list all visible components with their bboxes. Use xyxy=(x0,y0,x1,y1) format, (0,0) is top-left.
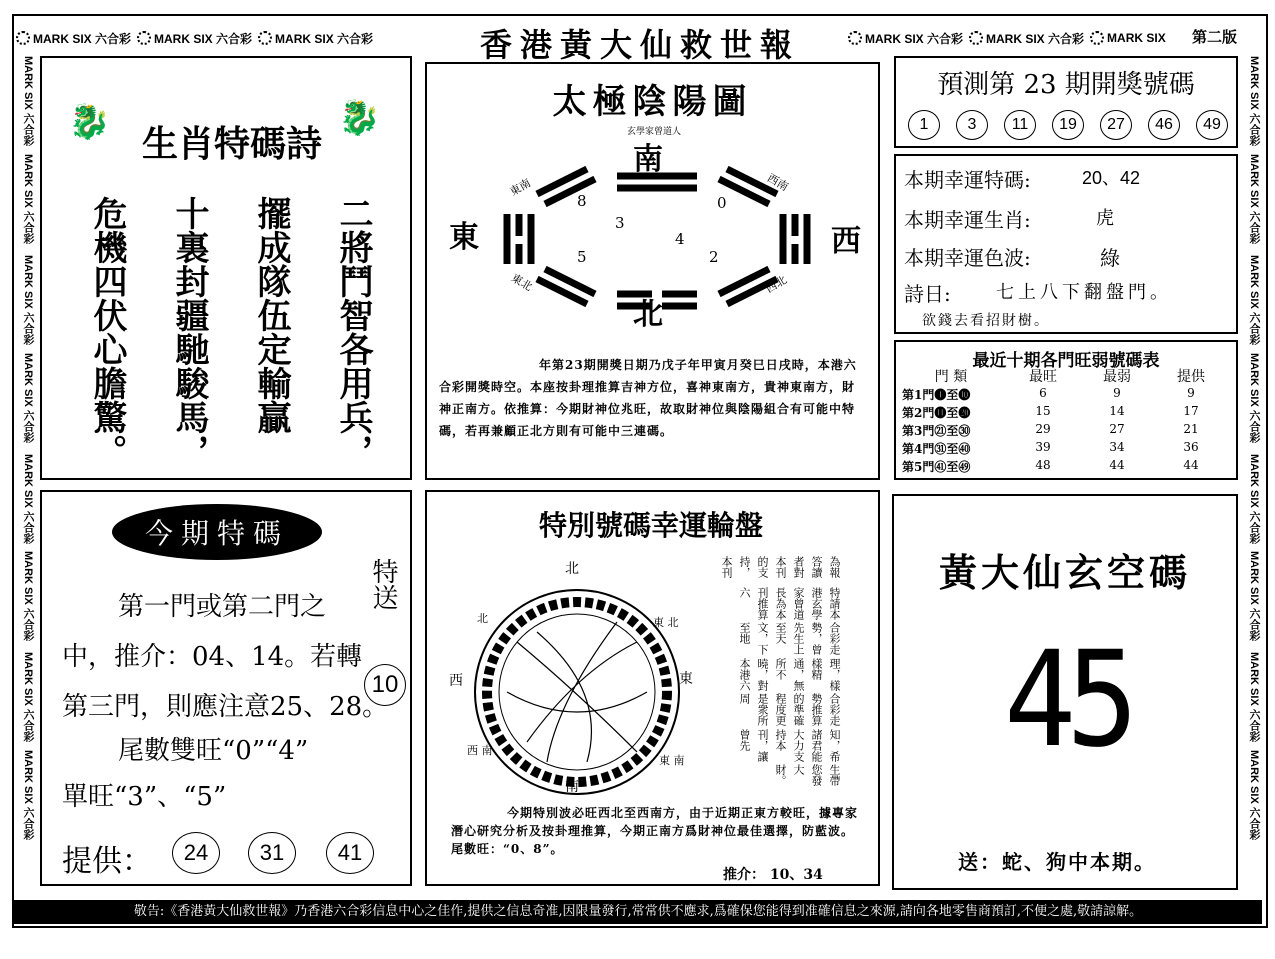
gate-cell: 第4門㉛至㊵ xyxy=(902,442,971,456)
zodiac-poem-title: 生肖特碼詩 xyxy=(142,124,323,165)
wheel-text: 今期特別波必旺西北至西南方，由于近期正東方較旺，據專家潛心研究分析及按卦理推算，今期正南方爲財神位最佳選擇，防藍波。尾數旺：“0、8”。 xyxy=(451,806,859,856)
flower-icon xyxy=(1090,31,1104,45)
poem-column: 擺成隊伍定輸贏 xyxy=(251,196,291,434)
number-ball: 1 xyxy=(908,110,940,140)
table-header: 最弱 xyxy=(1103,369,1131,385)
taiji-text: 年第23期開獎日期乃戊子年甲寅月癸巳日戌時，本港六合彩開獎時空。本座按卦理推算吉神方位，喜神東南方，貴神東南方，財神正南方。依推算：今期財神位兆旺，故取財神位與陰陽組合有可能中特碼，若再兼顧正北方則有可能中三連碼。 xyxy=(439,358,857,438)
wheel-dir: 北 xyxy=(477,612,488,625)
edition-label: 第二版 xyxy=(1192,28,1238,46)
offer-cell: 9 xyxy=(1187,386,1195,400)
special-line: 第一門或第二門之 xyxy=(118,592,327,622)
flower-icon xyxy=(137,31,151,45)
xuan-code: 45 xyxy=(1004,624,1129,777)
strip-unit: MARK SIX 六合彩 xyxy=(848,30,963,47)
dir-west: 西 xyxy=(831,224,861,259)
taiji-number: 3 xyxy=(615,214,625,232)
table-row xyxy=(902,422,1238,440)
offer-cell: 36 xyxy=(1183,440,1199,454)
table-row xyxy=(902,458,1238,476)
wheel-side-col: 特請本港玄學家曾道長為本刊推算六 xyxy=(738,586,841,620)
flower-icon xyxy=(16,31,30,45)
lucky-poem-label: 詩日: xyxy=(904,282,951,306)
taiji-number: 0 xyxy=(717,194,727,212)
wheel-title: 特別號碼幸運輪盤 xyxy=(538,509,763,542)
taiji-number: 8 xyxy=(577,192,587,210)
strip-unit: MARK SIX xyxy=(1090,31,1166,45)
hot-cell: 15 xyxy=(1035,404,1051,418)
number-ball: 24 xyxy=(172,832,220,874)
hot-cell: 6 xyxy=(1039,386,1047,400)
wheel-number-ring xyxy=(487,602,667,782)
wheel-recommend: 推介： 10、34 xyxy=(723,867,823,883)
wheel-side-col: 生帶您發大財。 xyxy=(774,764,841,787)
taiji-number: 4 xyxy=(675,230,685,248)
gate-cell: 第2門⓫至⓴ xyxy=(902,406,971,420)
wheel-dir: 西 南 xyxy=(467,744,493,757)
weak-table-rows xyxy=(902,386,1238,476)
forecast-box xyxy=(894,56,1238,148)
wheel-arrow xyxy=(527,642,637,742)
table-row xyxy=(902,386,1238,404)
forecast-balls xyxy=(908,110,1228,140)
wheel-dir: 東 xyxy=(679,671,693,687)
number-ball: 27 xyxy=(1100,110,1132,140)
poem-column: 二將鬥智各用兵， xyxy=(333,196,373,468)
dir-south-top: 南 xyxy=(633,142,663,177)
gate-cell: 第1門❶至❿ xyxy=(902,388,971,402)
lucky-box xyxy=(894,154,1238,334)
lucky-poem-value: 七上八下翻盤門。 xyxy=(996,282,1172,303)
special-line: 尾數雙旺“0”“4” xyxy=(118,736,309,766)
gate-cell: 第3門㉑至㉚ xyxy=(902,424,971,438)
number-ball: 46 xyxy=(1148,110,1180,140)
dir-east: 東 xyxy=(449,220,479,255)
wheel-side-col: 理，樣樣精通，無所不曉，對本港六 xyxy=(738,657,841,691)
taiji-title: 太極陰陽圖 xyxy=(552,82,753,122)
gate-cell: 第5門㊶至㊾ xyxy=(902,460,971,474)
number-ball: 3 xyxy=(956,110,988,140)
zodiac-poem-box xyxy=(40,56,412,480)
special-code-box xyxy=(40,490,412,886)
weak-table-box xyxy=(894,340,1238,480)
number-ball: 49 xyxy=(1196,110,1228,140)
wheel-side-col: 為報答讀者對本刊的支持，本刊 xyxy=(720,556,841,578)
table-row xyxy=(902,404,1238,422)
footer-notice: 敬告:《香港黃大仙救世報》乃香港六合彩信息中心之佳作,提供之信息奇准,因限量發行,常常供不應求,爲確保您能得到准確信息之來源,請向各地零售商預訂,不便之處,敬請諒解。 xyxy=(14,900,1262,924)
offer-cell: 17 xyxy=(1183,404,1199,418)
lucky-special-value: 20、42 xyxy=(1082,168,1141,188)
right-vertical-strip: MARK SIX 六合彩MARK SIX 六合彩 MARK SIX 六合彩MARK SIX 六合彩 MARK SIX 六合彩MARK SIX 六合彩 MARK SIX 六合彩MARK SIX 六合彩 xyxy=(1248,56,1260,840)
table-header: 最旺 xyxy=(1029,369,1057,385)
wheel-dir: 西 xyxy=(449,673,463,689)
number-ball: 11 xyxy=(1004,110,1036,140)
wheel-arrow xyxy=(547,622,617,762)
strip-unit: MARK SIX 六合彩 xyxy=(16,30,131,47)
special-offer-label: 提供： xyxy=(62,844,152,879)
lucky-zodiac-label: 本期幸運生肖: xyxy=(904,208,1031,232)
masthead-strip-left xyxy=(16,26,436,50)
lucky-zodiac-value: 虎 xyxy=(1096,208,1114,229)
hot-cell: 39 xyxy=(1035,440,1051,454)
wheel-dir: 東 北 xyxy=(653,616,679,629)
xuan-box xyxy=(892,494,1238,890)
wheel-side-col: 合彩走勢，曾先生上至天文，下至地 xyxy=(738,622,841,656)
lucky-color-value: 綠 xyxy=(1100,246,1120,270)
hot-cell: 29 xyxy=(1035,422,1051,436)
wheel-side-text xyxy=(717,556,843,786)
left-vertical-strip: MARK SIX 六合彩MARK SIX 六合彩 MARK SIX 六合彩MARK SIX 六合彩 MARK SIX 六合彩MARK SIX 六合彩 MARK SIX 六合彩MARK SIX 六合彩 xyxy=(22,56,34,840)
weak-cell: 27 xyxy=(1109,422,1125,436)
wheel-box xyxy=(425,490,880,886)
flower-icon xyxy=(969,31,983,45)
wheel-arrow xyxy=(517,642,637,752)
taiji-box xyxy=(425,62,880,480)
masthead-title: 香港黃大仙救世報 xyxy=(479,26,800,64)
special-line: 中，推介：04、14。若轉 xyxy=(62,642,363,672)
wheel-dir: 北 xyxy=(565,561,579,577)
weak-cell: 9 xyxy=(1113,386,1121,400)
offer-cell: 44 xyxy=(1183,458,1199,472)
flower-icon xyxy=(258,31,272,45)
lucky-poem-line2: 欲錢去看招財樹。 xyxy=(922,313,1050,329)
number-ball: 41 xyxy=(326,832,374,874)
taiji-number: 2 xyxy=(709,248,719,266)
special-line: 第三門，則應注意25、28。 xyxy=(62,692,389,722)
dir-label: 東北 xyxy=(508,271,535,294)
wheel-dir: 東 南 xyxy=(659,754,685,767)
number-ball: 31 xyxy=(248,832,296,874)
flower-icon xyxy=(848,31,862,45)
strip-unit: MARK SIX 六合彩 xyxy=(258,30,373,47)
special-side-label: 特送 xyxy=(368,558,398,610)
wheel-side-col: 知，希諸君能大力支持本刊，讓曾先 xyxy=(738,728,841,762)
weak-cell: 44 xyxy=(1109,458,1125,472)
dragon-left-icon: 🐉 xyxy=(68,102,111,142)
xuan-footer: 送：蛇、狗中本期。 xyxy=(958,850,1156,874)
masthead-strip-right xyxy=(848,26,1188,50)
wheel-side-col: 合彩走勢推算的準確程度更是衆所周 xyxy=(738,693,841,727)
special-line: 單旺“3”、“5” xyxy=(62,782,227,812)
dir-north-bottom: 北 xyxy=(633,297,663,332)
xuan-title: 黃大仙玄空碼 xyxy=(938,551,1191,595)
hot-cell: 48 xyxy=(1035,458,1051,472)
weak-cell: 14 xyxy=(1109,404,1125,418)
weak-table-header xyxy=(896,366,1236,386)
strip-unit: MARK SIX 六合彩 xyxy=(969,30,1084,47)
strip-unit: MARK SIX 六合彩 xyxy=(137,30,252,47)
poem-column: 危機四伏心膽驚。 xyxy=(87,196,127,468)
taiji-small-caption: 玄學家曾道人 xyxy=(627,127,682,137)
number-ball: 19 xyxy=(1052,110,1084,140)
dir-label: 西南 xyxy=(764,171,791,194)
dir-label: 東南 xyxy=(507,176,534,199)
dragon-right-icon: 🐉 xyxy=(338,98,381,138)
weak-table-title: 最近十期各門旺弱號碼表 xyxy=(972,351,1160,371)
dir-label: 西北 xyxy=(763,273,790,296)
table-row xyxy=(902,440,1238,458)
offer-cell: 21 xyxy=(1183,422,1199,436)
taiji-number: 5 xyxy=(577,248,587,266)
weak-cell: 34 xyxy=(1109,440,1125,454)
wheel-outer-ring xyxy=(475,590,679,794)
table-header: 提供 xyxy=(1177,369,1205,385)
special-code-badge: 今期特碼 xyxy=(112,504,322,560)
special-side-ball: 10 xyxy=(364,664,406,706)
poem-column: 十裏封疆馳駿馬， xyxy=(169,196,209,468)
lucky-special-label: 本期幸運特碼: xyxy=(904,168,1031,192)
table-header: 門 類 xyxy=(934,369,968,385)
forecast-title: 預測第 23 期開獎號碼 xyxy=(937,70,1195,100)
wheel-dir: 南 xyxy=(565,779,579,795)
lucky-color-label: 本期幸運色波: xyxy=(904,246,1031,270)
